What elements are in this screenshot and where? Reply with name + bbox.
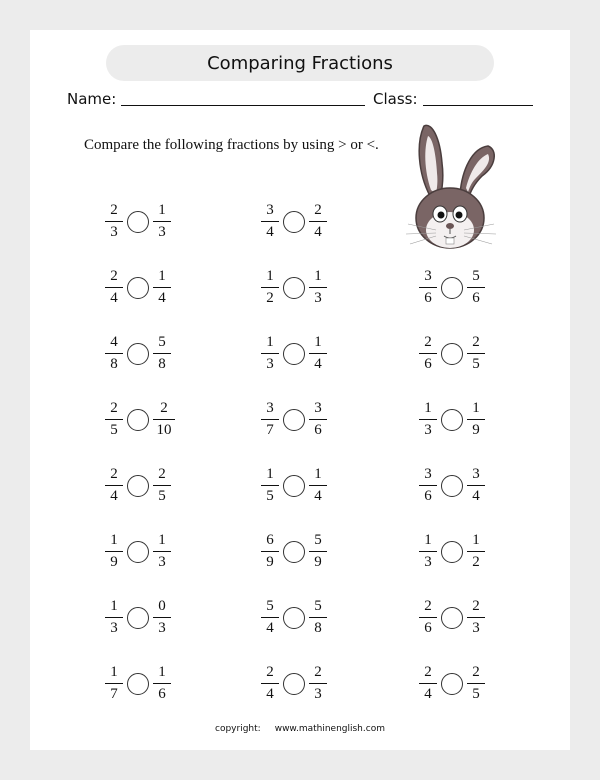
answer-circle[interactable] — [127, 211, 149, 233]
answer-circle[interactable] — [441, 409, 463, 431]
denominator: 3 — [424, 422, 432, 438]
denominator: 3 — [110, 224, 118, 240]
numerator: 0 — [158, 598, 166, 614]
fraction — [103, 464, 125, 508]
answer-circle[interactable] — [283, 343, 305, 365]
answer-circle[interactable] — [127, 541, 149, 563]
fraction — [307, 200, 329, 244]
fraction-bar — [153, 287, 171, 288]
numerator: 1 — [266, 466, 274, 482]
numerator: 2 — [110, 202, 118, 218]
fraction — [465, 398, 487, 442]
denominator: 2 — [472, 554, 480, 570]
worksheet — [30, 30, 570, 750]
name-class-row — [67, 88, 537, 110]
denominator: 6 — [424, 620, 432, 636]
numerator: 2 — [424, 334, 432, 350]
fraction — [151, 266, 173, 310]
numerator: 1 — [472, 532, 480, 548]
fraction — [151, 398, 177, 442]
denominator: 4 — [314, 488, 322, 504]
instructions-text: Compare the following fractions by using > or <. — [84, 137, 379, 153]
denominator: 3 — [266, 356, 274, 372]
fraction — [465, 662, 487, 706]
denominator: 7 — [266, 422, 274, 438]
comparison-problem — [417, 464, 527, 508]
denominator: 4 — [266, 686, 274, 702]
fraction — [307, 596, 329, 640]
fraction — [307, 398, 329, 442]
comparison-problem — [259, 530, 369, 574]
fraction — [151, 200, 173, 244]
denominator: 9 — [266, 554, 274, 570]
fraction — [259, 464, 281, 508]
answer-circle[interactable] — [441, 475, 463, 497]
fraction-bar — [309, 419, 327, 420]
numerator: 1 — [314, 466, 322, 482]
comparison-problem — [259, 662, 369, 706]
fraction — [307, 332, 329, 376]
fraction — [259, 332, 281, 376]
fraction — [103, 662, 125, 706]
fraction-bar — [105, 353, 123, 354]
fraction-bar — [467, 287, 485, 288]
fraction-bar — [309, 551, 327, 552]
fraction-bar — [467, 419, 485, 420]
comparison-problem — [259, 464, 369, 508]
fraction-bar — [419, 551, 437, 552]
denominator: 9 — [314, 554, 322, 570]
fraction-bar — [309, 617, 327, 618]
fraction-bar — [153, 221, 171, 222]
answer-circle[interactable] — [441, 541, 463, 563]
denominator: 9 — [110, 554, 118, 570]
denominator: 3 — [158, 224, 166, 240]
numerator: 5 — [266, 598, 274, 614]
numerator: 2 — [110, 466, 118, 482]
numerator: 1 — [110, 598, 118, 614]
fraction-bar — [309, 485, 327, 486]
comparison-problem — [103, 200, 213, 244]
fraction — [417, 398, 439, 442]
comparison-problem — [259, 398, 369, 442]
denominator: 4 — [314, 224, 322, 240]
fraction-bar — [309, 221, 327, 222]
answer-circle[interactable] — [127, 409, 149, 431]
numerator: 3 — [424, 268, 432, 284]
fraction — [151, 662, 173, 706]
fraction — [259, 266, 281, 310]
denominator: 5 — [472, 356, 480, 372]
fraction-bar — [105, 551, 123, 552]
numerator: 1 — [158, 202, 166, 218]
rabbit-illustration — [400, 118, 512, 254]
comparison-problem — [103, 464, 213, 508]
comparison-problem — [259, 332, 369, 376]
denominator: 5 — [266, 488, 274, 504]
denominator: 4 — [110, 488, 118, 504]
fraction-bar — [105, 287, 123, 288]
fraction-bar — [419, 287, 437, 288]
denominator: 6 — [424, 356, 432, 372]
denominator: 4 — [110, 290, 118, 306]
answer-circle[interactable] — [127, 673, 149, 695]
fraction — [417, 530, 439, 574]
numerator: 1 — [110, 664, 118, 680]
denominator: 8 — [314, 620, 322, 636]
numerator: 2 — [424, 598, 432, 614]
denominator: 6 — [424, 290, 432, 306]
denominator: 4 — [472, 488, 480, 504]
comparison-problem — [103, 530, 213, 574]
footer-site: www.mathinenglish.com — [274, 724, 385, 734]
fraction — [103, 398, 125, 442]
fraction-bar — [105, 419, 123, 420]
fraction — [259, 398, 281, 442]
answer-circle[interactable] — [283, 211, 305, 233]
denominator: 4 — [424, 686, 432, 702]
footer — [30, 724, 570, 734]
numerator: 3 — [266, 202, 274, 218]
numerator: 2 — [424, 664, 432, 680]
comparison-problem — [417, 596, 527, 640]
denominator: 3 — [158, 554, 166, 570]
denominator: 8 — [110, 356, 118, 372]
fraction-bar — [105, 683, 123, 684]
numerator: 1 — [158, 664, 166, 680]
fraction — [417, 266, 439, 310]
answer-circle[interactable] — [441, 343, 463, 365]
fraction-bar — [467, 683, 485, 684]
answer-circle[interactable] — [127, 475, 149, 497]
comparison-problem — [103, 266, 213, 310]
denominator: 4 — [158, 290, 166, 306]
denominator: 4 — [314, 356, 322, 372]
numerator: 1 — [266, 334, 274, 350]
numerator: 2 — [314, 664, 322, 680]
denominator: 4 — [266, 620, 274, 636]
fraction-bar — [419, 683, 437, 684]
name-blank-line[interactable] — [121, 105, 365, 106]
fraction-bar — [153, 551, 171, 552]
fraction — [465, 464, 487, 508]
numerator: 1 — [266, 268, 274, 284]
numerator: 3 — [424, 466, 432, 482]
comparison-problem — [417, 266, 527, 310]
fraction — [417, 596, 439, 640]
fraction — [259, 596, 281, 640]
numerator: 2 — [160, 400, 168, 416]
numerator: 2 — [266, 664, 274, 680]
fraction — [465, 530, 487, 574]
comparison-problem — [417, 662, 527, 706]
fraction-bar — [153, 419, 175, 420]
class-label: Class: — [373, 90, 418, 108]
fraction-bar — [261, 485, 279, 486]
fraction-bar — [309, 683, 327, 684]
numerator: 2 — [158, 466, 166, 482]
comparison-problem — [259, 266, 369, 310]
fraction-bar — [261, 551, 279, 552]
answer-circle[interactable] — [283, 673, 305, 695]
fraction-bar — [153, 485, 171, 486]
fraction — [465, 266, 487, 310]
denominator: 3 — [110, 620, 118, 636]
fraction-bar — [105, 617, 123, 618]
fraction-bar — [261, 221, 279, 222]
numerator: 2 — [110, 400, 118, 416]
denominator: 3 — [472, 620, 480, 636]
numerator: 3 — [472, 466, 480, 482]
fraction — [103, 200, 125, 244]
answer-circle[interactable] — [441, 673, 463, 695]
numerator: 3 — [314, 400, 322, 416]
fraction-bar — [419, 353, 437, 354]
answer-circle[interactable] — [127, 343, 149, 365]
fraction-bar — [105, 221, 123, 222]
denominator: 5 — [110, 422, 118, 438]
comparison-problem — [417, 530, 527, 574]
denominator: 7 — [110, 686, 118, 702]
denominator: 5 — [472, 686, 480, 702]
comparison-problem — [103, 596, 213, 640]
fraction — [307, 464, 329, 508]
copyright-label: copyright: — [215, 724, 261, 734]
denominator: 9 — [472, 422, 480, 438]
numerator: 1 — [424, 532, 432, 548]
fraction — [465, 332, 487, 376]
denominator: 8 — [158, 356, 166, 372]
fraction — [307, 530, 329, 574]
fraction-bar — [309, 353, 327, 354]
fraction-bar — [261, 617, 279, 618]
fraction-bar — [419, 485, 437, 486]
fraction — [151, 530, 173, 574]
numerator: 2 — [472, 598, 480, 614]
answer-circle[interactable] — [283, 409, 305, 431]
denominator: 5 — [158, 488, 166, 504]
answer-circle[interactable] — [127, 607, 149, 629]
fraction-bar — [261, 683, 279, 684]
numerator: 1 — [424, 400, 432, 416]
fraction-bar — [153, 353, 171, 354]
answer-circle[interactable] — [283, 541, 305, 563]
comparison-problem — [103, 662, 213, 706]
name-label: Name: — [67, 90, 117, 108]
fraction-bar — [153, 683, 171, 684]
fraction — [103, 596, 125, 640]
numerator: 6 — [266, 532, 274, 548]
fraction — [259, 530, 281, 574]
fraction-bar — [309, 287, 327, 288]
fraction-bar — [467, 551, 485, 552]
fraction — [417, 332, 439, 376]
numerator: 5 — [314, 598, 322, 614]
fraction — [103, 266, 125, 310]
numerator: 5 — [158, 334, 166, 350]
fraction-bar — [419, 617, 437, 618]
fraction-bar — [153, 617, 171, 618]
denominator: 3 — [314, 290, 322, 306]
numerator: 5 — [472, 268, 480, 284]
answer-circle[interactable] — [127, 277, 149, 299]
denominator: 6 — [158, 686, 166, 702]
fraction-bar — [261, 419, 279, 420]
class-blank-line[interactable] — [423, 105, 533, 106]
fraction — [417, 464, 439, 508]
denominator: 6 — [472, 290, 480, 306]
numerator: 3 — [266, 400, 274, 416]
fraction-bar — [261, 353, 279, 354]
comparison-problem — [259, 200, 369, 244]
answer-circle[interactable] — [441, 607, 463, 629]
fraction — [151, 464, 173, 508]
fraction-bar — [467, 353, 485, 354]
numerator: 2 — [314, 202, 322, 218]
denominator: 3 — [314, 686, 322, 702]
numerator: 1 — [472, 400, 480, 416]
fraction-bar — [467, 485, 485, 486]
denominator: 3 — [158, 620, 166, 636]
comparison-problem — [417, 332, 527, 376]
numerator: 1 — [314, 268, 322, 284]
fraction — [465, 596, 487, 640]
fraction — [103, 530, 125, 574]
denominator: 10 — [156, 422, 172, 438]
answer-circle[interactable] — [283, 277, 305, 299]
fraction — [259, 662, 281, 706]
fraction-bar — [105, 485, 123, 486]
numerator: 1 — [158, 532, 166, 548]
fraction-bar — [467, 617, 485, 618]
denominator: 6 — [424, 488, 432, 504]
answer-circle[interactable] — [441, 277, 463, 299]
fraction — [259, 200, 281, 244]
fraction — [151, 332, 173, 376]
comparison-problem — [259, 596, 369, 640]
fraction-bar — [261, 287, 279, 288]
fraction — [417, 662, 439, 706]
worksheet-title: Comparing Fractions — [106, 45, 494, 81]
fraction-bar — [419, 419, 437, 420]
numerator: 2 — [472, 334, 480, 350]
numerator: 2 — [110, 268, 118, 284]
numerator: 1 — [158, 268, 166, 284]
fraction — [103, 332, 125, 376]
numerator: 5 — [314, 532, 322, 548]
numerator: 4 — [110, 334, 118, 350]
numerator: 1 — [110, 532, 118, 548]
answer-circle[interactable] — [283, 607, 305, 629]
denominator: 3 — [424, 554, 432, 570]
denominator: 2 — [266, 290, 274, 306]
fraction — [151, 596, 173, 640]
answer-circle[interactable] — [283, 475, 305, 497]
comparison-problem — [417, 398, 527, 442]
fraction — [307, 266, 329, 310]
comparison-problem — [103, 332, 213, 376]
numerator: 1 — [314, 334, 322, 350]
fraction — [307, 662, 329, 706]
denominator: 4 — [266, 224, 274, 240]
comparison-problem — [103, 398, 213, 442]
numerator: 2 — [472, 664, 480, 680]
denominator: 6 — [314, 422, 322, 438]
